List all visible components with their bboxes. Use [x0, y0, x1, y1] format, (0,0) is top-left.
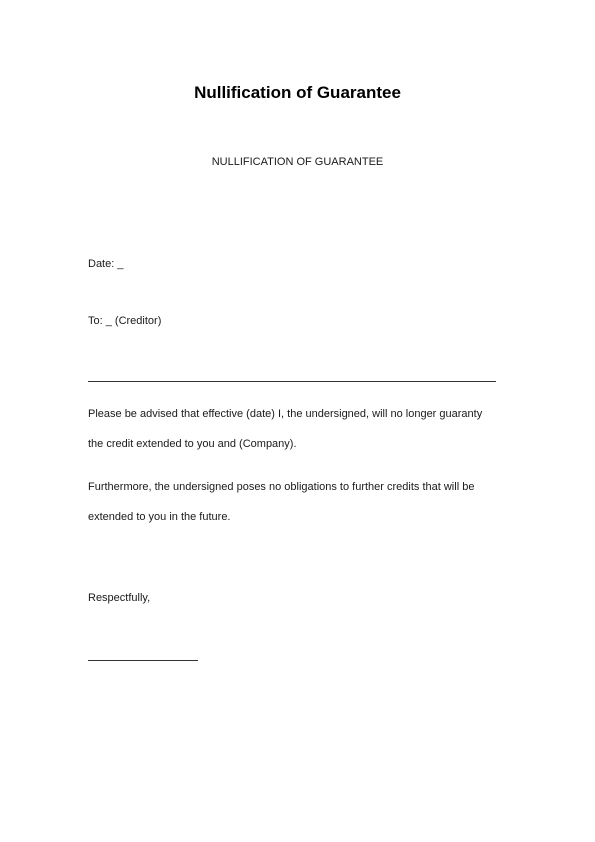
paragraph-1-line-2: the credit extended to you and (Company).: [88, 438, 297, 450]
paragraph-2-line-1: Furthermore, the undersigned poses no obligations to further credits that will be: [88, 481, 475, 493]
separator-rule: [88, 381, 496, 382]
document-title: Nullification of Guarantee: [194, 83, 401, 102]
signature-line: [88, 660, 198, 661]
paragraph-2-line-2: extended to you in the future.: [88, 511, 231, 523]
document-subtitle: NULLIFICATION OF GUARANTEE: [211, 156, 384, 168]
paragraph-1-line-1: Please be advised that effective (date) I, the undersigned, will no longer guaranty: [88, 408, 483, 420]
closing-text: Respectfully,: [88, 592, 151, 604]
date-line: Date: _: [88, 258, 124, 270]
recipient-line: To: _ (Creditor): [88, 315, 162, 327]
